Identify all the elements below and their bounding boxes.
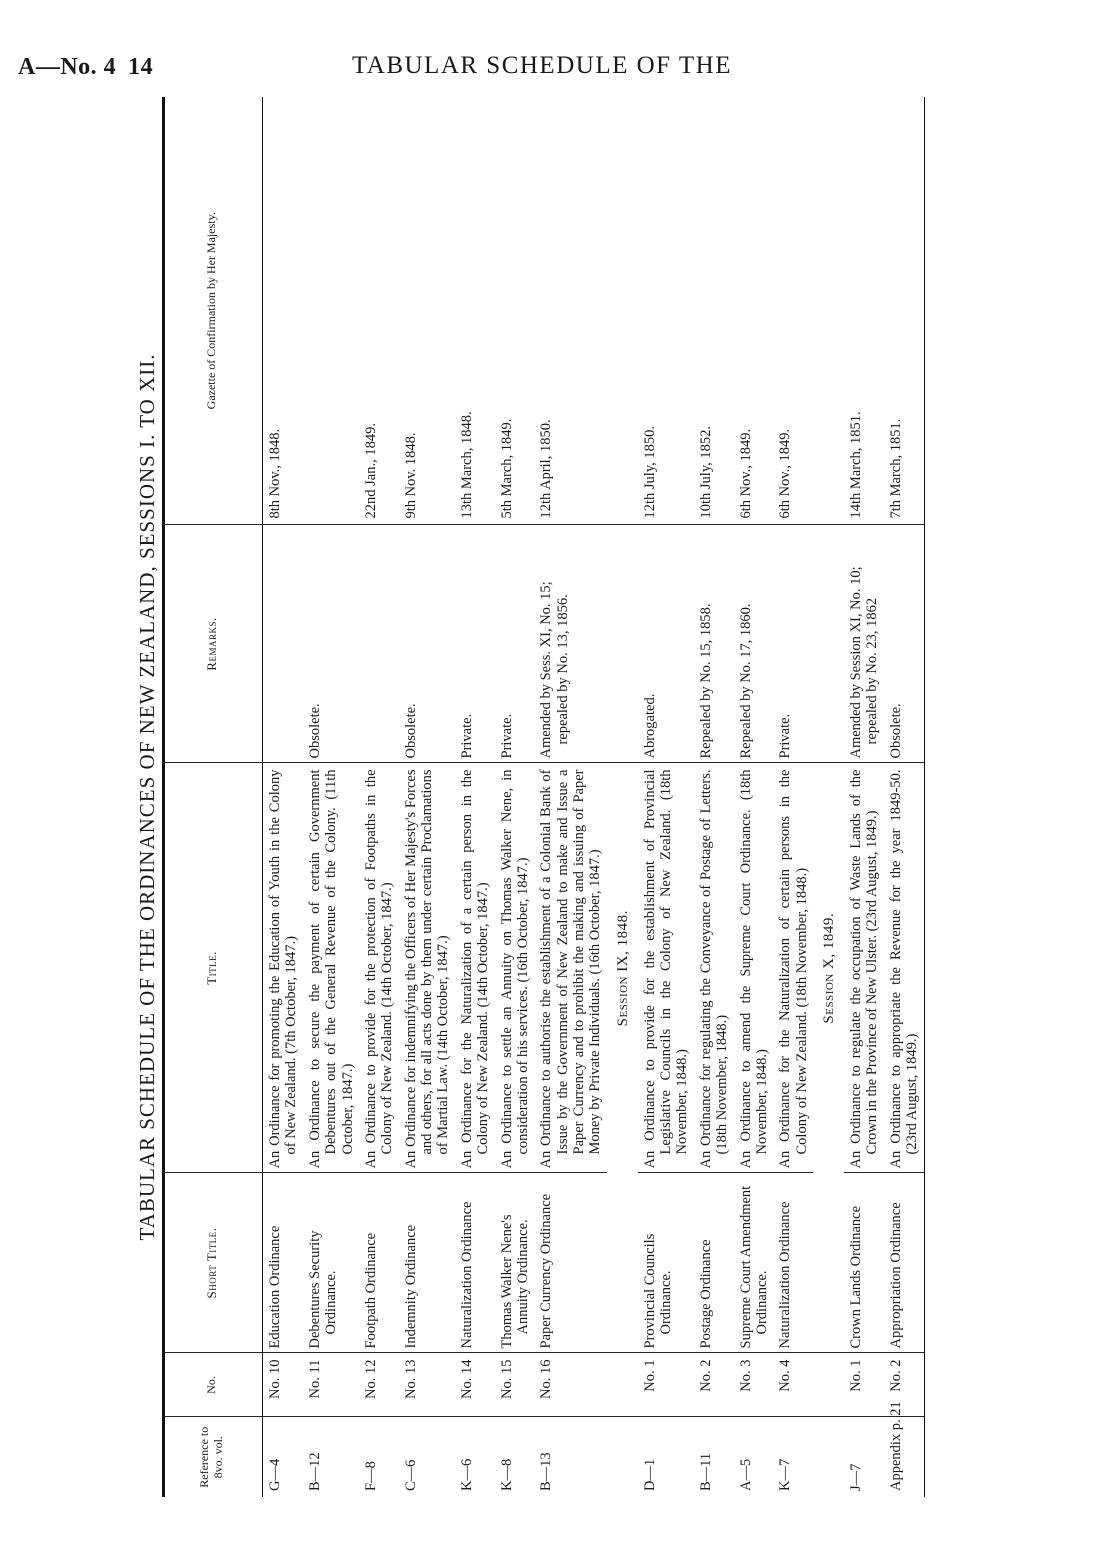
cell-gazette: 6th Nov., 1849. xyxy=(773,97,813,525)
col-no: No. xyxy=(162,1353,263,1417)
cell-title: An Ordinance to regulate the occupation of Waste Lands of the Crown in the Province of New Ulster. (23rd August, 1849.) xyxy=(844,763,884,1173)
table-row xyxy=(638,97,694,1497)
cell-title: An Ordinance to appropriate the Revenue for the year 1849-50. (23rd August, 1849.) xyxy=(884,763,924,1173)
cell-ref: F—8 xyxy=(362,1461,379,1491)
cell-remarks: Amended by Sess. XI, No. 15; repealed by No. 13, 1856. xyxy=(534,525,607,763)
session-row xyxy=(813,97,844,1497)
cell-short-title: Education Ordinance xyxy=(263,1173,303,1353)
cell-remarks: Private. xyxy=(773,525,813,763)
cell-remarks: Abrogated. xyxy=(638,525,694,763)
cell-remarks: Amended by Session XI, No. 10; repealed by No. 23, 1862 xyxy=(844,525,884,763)
cell-no: No. 13 xyxy=(399,1353,455,1417)
table-row xyxy=(694,97,734,1497)
cell-gazette: 22nd Jan., 1849. xyxy=(359,97,399,525)
cell-gazette: 5th March, 1849. xyxy=(495,97,535,525)
cell-short-title: Debentures Security Ordinance. xyxy=(303,1173,359,1353)
cell-short-title: Supreme Court Amendment Ordinance. xyxy=(734,1173,774,1353)
table-row xyxy=(263,97,303,1497)
cell-no: No. 2 xyxy=(884,1353,924,1417)
cell-short-title: Footpath Ordinance xyxy=(359,1173,399,1353)
cell-no: No. 1 xyxy=(638,1353,694,1417)
cell-short-title: Thomas Walker Nene's Annuity Ordinance. xyxy=(495,1173,535,1353)
cell-no: No. 10 xyxy=(263,1353,303,1417)
running-title: TABULAR SCHEDULE OF THE xyxy=(352,52,732,79)
cell-gazette xyxy=(303,97,359,525)
cell-remarks: Private. xyxy=(455,525,495,763)
cell-ref: D—1 xyxy=(641,1458,658,1491)
cell-short-title: Postage Ordinance xyxy=(694,1173,734,1353)
cell-remarks: Private. xyxy=(495,525,535,763)
cell-gazette: 12th July, 1850. xyxy=(638,97,694,525)
cell-no: No. 4 xyxy=(773,1353,813,1417)
cell-ref: K—8 xyxy=(498,1458,515,1491)
table-header xyxy=(162,97,263,1497)
cell-title: An Ordinance for the Naturalization of a certain person in the Colony of New Zealand. (14th October, 1847.) xyxy=(455,763,495,1173)
col-reference: Reference to 8vo. vol. xyxy=(162,1417,263,1497)
cell-gazette: 10th July, 1852. xyxy=(694,97,734,525)
table-row xyxy=(303,97,359,1497)
cell-title: An Ordinance for promoting the Education of Youth in the Colony of New Zealand. (7th October, 1847.) xyxy=(263,763,303,1173)
cell-short-title: Indemnity Ordinance xyxy=(399,1173,455,1353)
cell-no: No. 14 xyxy=(455,1353,495,1417)
col-short-title: Short Title. xyxy=(162,1173,263,1353)
cell-no: No. 11 xyxy=(303,1353,359,1417)
cell-no: No. 15 xyxy=(495,1353,535,1417)
page-reference xyxy=(18,54,153,81)
cell-ref: Appendix p. 21 xyxy=(884,1417,924,1497)
cell-remarks: Obsolete. xyxy=(303,525,359,763)
cell-no: No. 2 xyxy=(694,1353,734,1417)
cell-short-title: Paper Currency Ordinance xyxy=(534,1173,607,1353)
cell-gazette: 12th April, 1850. xyxy=(534,97,607,525)
cell-remarks: Obsolete. xyxy=(884,525,924,763)
cell-remarks xyxy=(359,525,399,763)
table-row xyxy=(455,97,495,1497)
col-remarks: Remarks. xyxy=(162,525,263,763)
table-row xyxy=(884,97,924,1497)
cell-remarks xyxy=(263,525,303,763)
session-heading: Session IX, 1848. xyxy=(614,910,631,1027)
cell-title: An Ordinance to amend the Supreme Court Ordinance. (18th November, 1848.) xyxy=(734,763,774,1173)
cell-title: An Ordinance to provide for the protection of Footpaths in the Colony of New Zealand. (14th October, 1847.) xyxy=(359,763,399,1173)
cell-short-title: Naturalization Ordinance xyxy=(455,1173,495,1353)
cell-ref: B—11 xyxy=(697,1452,714,1491)
cell-no: No. 3 xyxy=(734,1353,774,1417)
table-row xyxy=(773,97,813,1497)
cell-gazette: 6th Nov., 1849. xyxy=(734,97,774,525)
cell-ref: K—7 xyxy=(777,1458,794,1491)
table-row xyxy=(399,97,455,1497)
document-code: A—No. 4 xyxy=(18,54,117,80)
cell-no: No. 16 xyxy=(534,1353,607,1417)
cell-title: An Ordinance for the Naturalization of certain persons in the Colony of New Zealand. (18th November, 1848.) xyxy=(773,763,813,1173)
cell-gazette: 8th Nov., 1848. xyxy=(263,97,303,525)
cell-short-title: Provincial Councils Ordinance. xyxy=(638,1173,694,1353)
cell-gazette: 13th March, 1848. xyxy=(455,97,495,525)
cell-gazette: 9th Nov. 1848. xyxy=(399,97,455,525)
session-row xyxy=(607,97,638,1497)
cell-ref: A—5 xyxy=(737,1458,754,1491)
cell-no: No. 12 xyxy=(359,1353,399,1417)
cell-short-title: Crown Lands Ordinance xyxy=(844,1173,884,1353)
ordinance-table xyxy=(162,97,925,1497)
page-number: 14 xyxy=(128,54,154,80)
cell-ref: B—13 xyxy=(538,1452,555,1491)
cell-remarks: Repealed by No. 17, 1860. xyxy=(734,525,774,763)
schedule-title: TABULAR SCHEDULE OF THE ORDINANCES OF NEW ZEALAND, SESSIONS I. TO XII. xyxy=(135,353,159,1241)
cell-ref: G—4 xyxy=(267,1458,283,1491)
table-row xyxy=(495,97,535,1497)
cell-title: An Ordinance for regulating the Conveyance of Postage of Letters. (18th November, 1848.) xyxy=(694,763,734,1173)
table-body xyxy=(263,97,925,1497)
cell-gazette: 14th March, 1851. xyxy=(844,97,884,525)
table-row xyxy=(844,97,884,1497)
cell-title: An Ordinance to secure the payment of certain Government Debentures out of the General Revenue of the Colony. (11th October, 1847.) xyxy=(303,763,359,1173)
col-title: Title. xyxy=(162,763,263,1173)
table-row xyxy=(734,97,774,1497)
cell-remarks: Repealed by No. 15, 1858. xyxy=(694,525,734,763)
cell-short-title: Naturalization Ordinance xyxy=(773,1173,813,1353)
cell-title: An Ordinance to authorise the establishment of a Colonial Bank of Issue by the Government of New Zealand to make and Issue a Paper Currency and to prohibit the making and issuing of Paper Money by Private Individuals. (16th October, 1847.) xyxy=(534,763,607,1173)
rotated-schedule xyxy=(130,97,970,1497)
cell-ref: C—6 xyxy=(402,1459,419,1491)
cell-no: No. 1 xyxy=(844,1353,884,1417)
cell-ref: B—12 xyxy=(306,1452,323,1491)
cell-remarks: Obsolete. xyxy=(399,525,455,763)
session-heading: Session X, 1849. xyxy=(821,912,838,1024)
cell-title: An Ordinance for indemnifying the Officers of Her Majesty's Forces and others, for all acts done by them under certain Proclamations of Martial Law. (14th October, 1847.) xyxy=(399,763,455,1173)
cell-title: An Ordinance to provide for the establishment of Provincial Legislative Councils in the Colony of New Zealand. (18th November, 1848.) xyxy=(638,763,694,1173)
cell-ref: J—7 xyxy=(848,1463,864,1491)
cell-gazette: 7th March, 1851. xyxy=(884,97,924,525)
cell-title: An Ordinance to settle an Annuity on Thomas Walker Nene, in consideration of his services. (16th October, 1847.) xyxy=(495,763,535,1173)
table-row xyxy=(534,97,607,1497)
table-row xyxy=(359,97,399,1497)
cell-ref: K—6 xyxy=(458,1458,475,1491)
col-gazette: Gazette of Confirmation by Her Majesty. xyxy=(162,97,263,525)
cell-short-title: Appropriation Ordinance xyxy=(884,1173,924,1353)
